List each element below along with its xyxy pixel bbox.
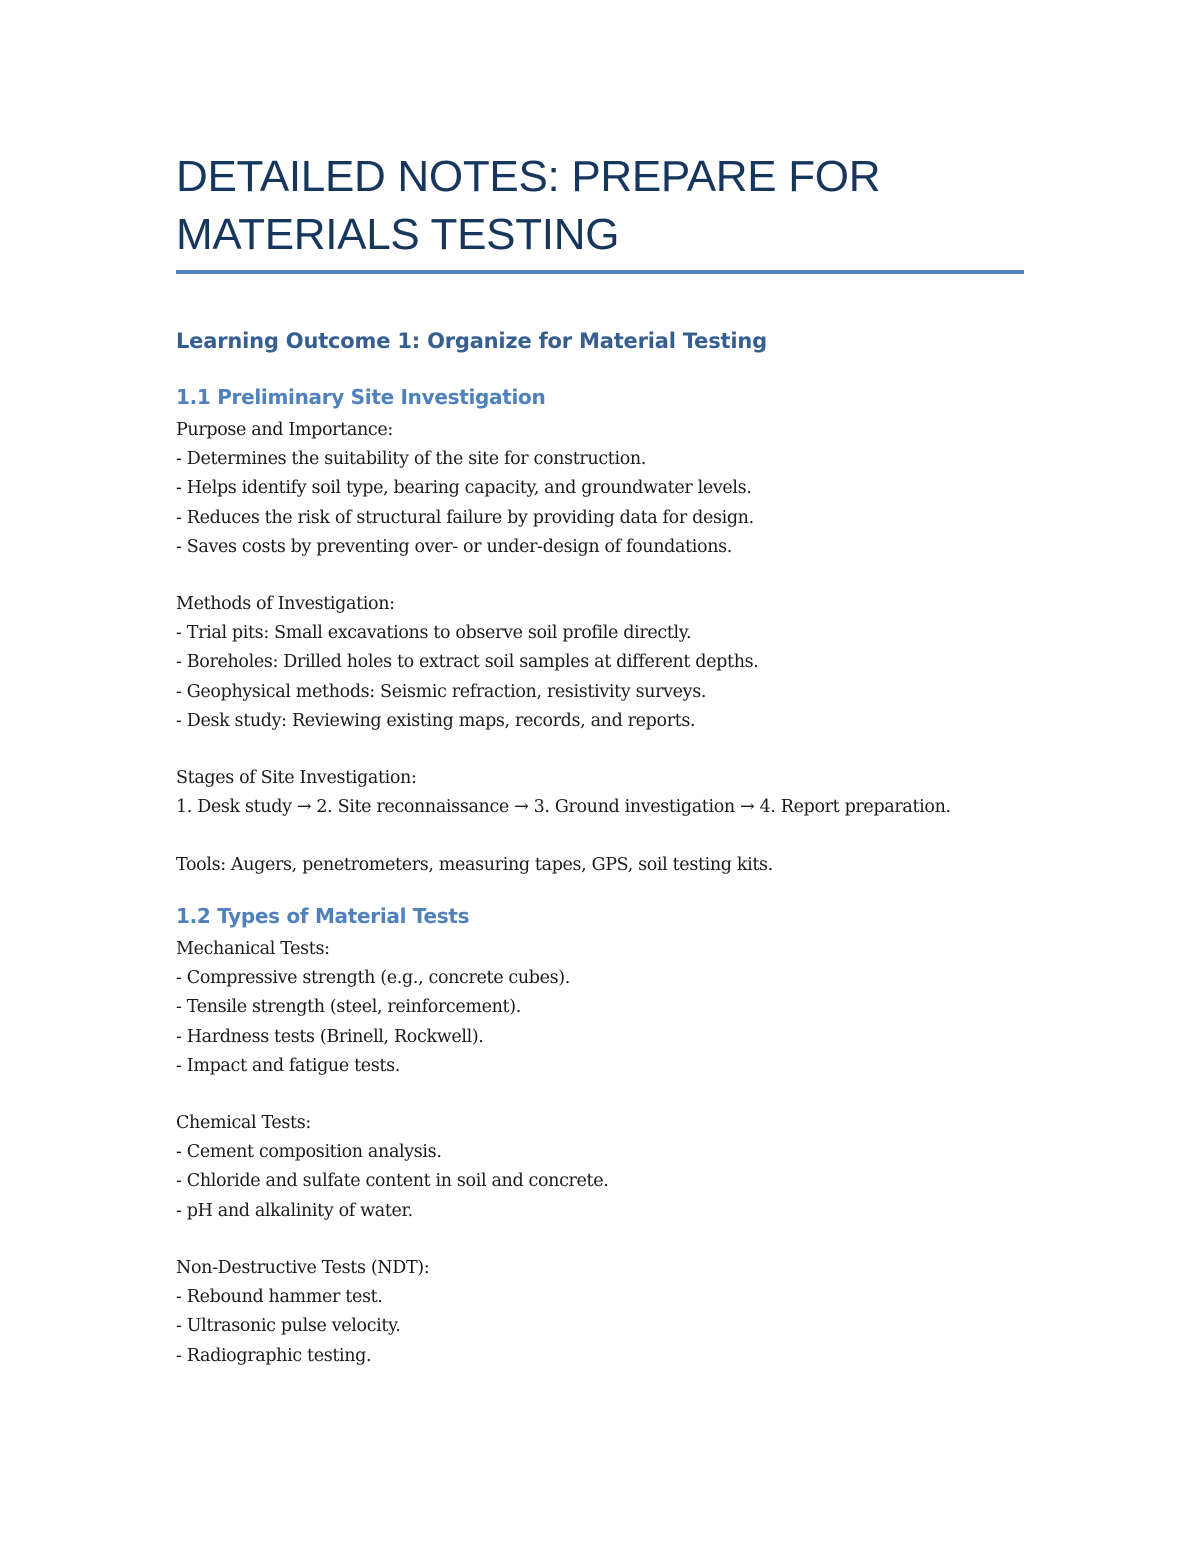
section-1-1-heading: 1.1 Preliminary Site Investigation bbox=[176, 385, 546, 409]
list-item: - Chloride and sulfate content in soil and concrete. bbox=[176, 1171, 609, 1192]
purpose-block bbox=[176, 416, 1036, 562]
chemical-block bbox=[176, 1109, 1036, 1226]
list-item: - Impact and fatigue tests. bbox=[176, 1055, 400, 1076]
tools-text: Tools: Augers, penetrometers, measuring tapes, GPS, soil testing kits. bbox=[176, 855, 773, 875]
list-item: - Geophysical methods: Seismic refraction, resistivity surveys. bbox=[176, 681, 707, 702]
document-title bbox=[176, 148, 1026, 264]
learning-outcome-heading: Learning Outcome 1: Organize for Material Testing bbox=[176, 329, 767, 353]
ndt-block bbox=[176, 1254, 1036, 1371]
list-item: - Trial pits: Small excavations to observe soil profile directly. bbox=[176, 623, 692, 644]
list-item: - Tensile strength (steel, reinforcement). bbox=[176, 997, 521, 1018]
mechanical-label: Mechanical Tests: bbox=[176, 939, 330, 959]
list-item: - Helps identify soil type, bearing capacity, and groundwater levels. bbox=[176, 478, 752, 499]
methods-label: Methods of Investigation: bbox=[176, 594, 395, 614]
title-line-1: DETAILED NOTES: PREPARE FOR bbox=[176, 152, 881, 201]
list-item: - Compressive strength (e.g., concrete cubes). bbox=[176, 968, 570, 989]
list-item: - Radiographic testing. bbox=[176, 1345, 372, 1366]
list-item: - Desk study: Reviewing existing maps, records, and reports. bbox=[176, 710, 696, 731]
section-1-2-heading: 1.2 Types of Material Tests bbox=[176, 904, 470, 928]
list-item: - Saves costs by preventing over- or under-design of foundations. bbox=[176, 536, 732, 557]
mechanical-block bbox=[176, 935, 1036, 1081]
list-item: - pH and alkalinity of water. bbox=[176, 1200, 413, 1221]
stages-label: Stages of Site Investigation: bbox=[176, 768, 417, 788]
stages-block bbox=[176, 764, 1036, 822]
tools-block bbox=[176, 851, 1036, 880]
list-item: - Hardness tests (Brinell, Rockwell). bbox=[176, 1026, 484, 1047]
list-item: - Rebound hammer test. bbox=[176, 1287, 383, 1308]
list-item: - Cement composition analysis. bbox=[176, 1142, 442, 1163]
list-item: - Ultrasonic pulse velocity. bbox=[176, 1316, 401, 1337]
ndt-label: Non-Destructive Tests (NDT): bbox=[176, 1258, 430, 1278]
title-line-2: MATERIALS TESTING bbox=[176, 210, 620, 259]
list-item: - Boreholes: Drilled holes to extract soil samples at different depths. bbox=[176, 652, 759, 673]
list-item: - Determines the suitability of the site for construction. bbox=[176, 449, 647, 470]
list-item: - Reduces the risk of structural failure by providing data for design. bbox=[176, 507, 754, 528]
title-underline bbox=[176, 270, 1024, 274]
chemical-label: Chemical Tests: bbox=[176, 1113, 311, 1133]
stages-text: 1. Desk study → 2. Site reconnaissance → 3. Ground investigation → 4. Report preparation. bbox=[176, 797, 951, 818]
methods-block bbox=[176, 590, 1036, 736]
purpose-label: Purpose and Importance: bbox=[176, 420, 393, 440]
